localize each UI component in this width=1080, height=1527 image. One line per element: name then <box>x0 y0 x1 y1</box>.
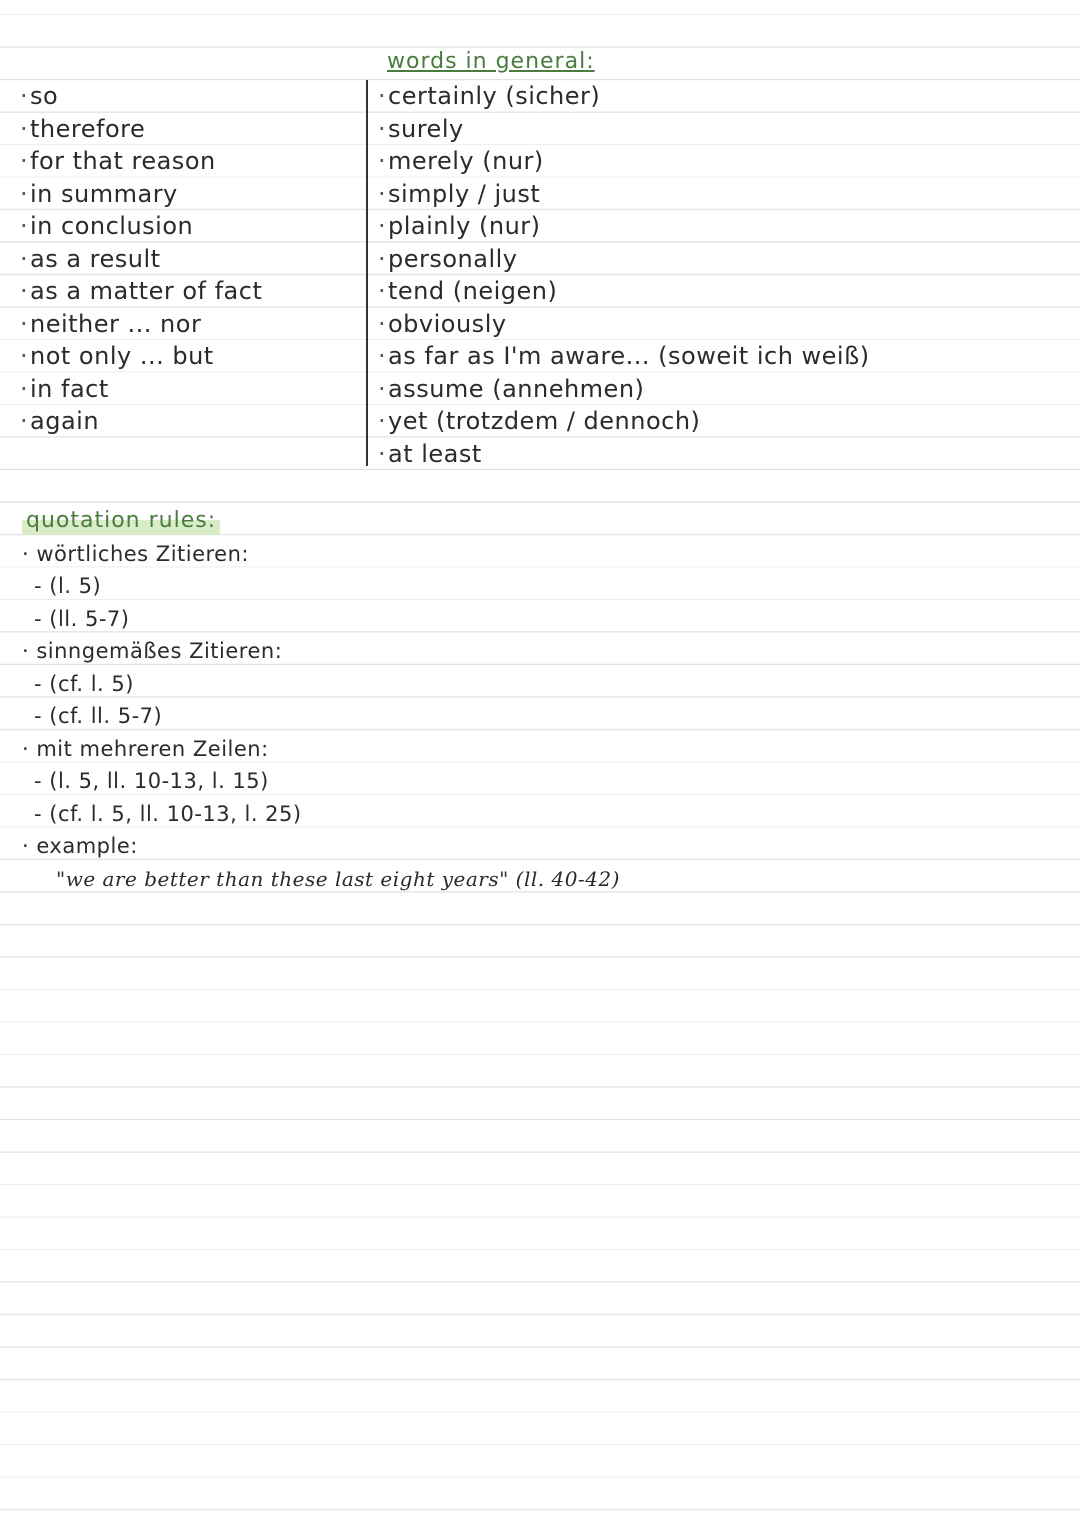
list-item: ·surely <box>378 113 1068 146</box>
bullet-icon: · <box>20 374 29 403</box>
list-item: ·obviously <box>378 308 1068 341</box>
bullet-icon: · <box>20 212 29 240</box>
list-item: ·at least <box>378 438 1068 471</box>
list-item: ·in summary <box>20 178 350 211</box>
list-item: ·simply / just <box>378 178 1068 211</box>
bullet-icon: · <box>20 342 29 370</box>
list-item: ·yet (trotzdem / dennoch) <box>378 405 1068 438</box>
bullet-icon: · <box>378 374 387 403</box>
list-item: ·so <box>20 80 350 113</box>
bullet-icon: · <box>378 277 387 305</box>
list-item: ·neither ... nor <box>20 308 350 341</box>
example-quote: "we are better than these last eight years" (ll. 40-42) <box>56 866 620 891</box>
rule-example: - (cf. l. 5) <box>34 671 134 696</box>
bullet-icon: · <box>378 342 387 370</box>
words-in-general-column <box>378 80 1068 470</box>
rule-label: · sinngemäßes Zitieren: <box>22 639 283 663</box>
bullet-icon: · <box>378 309 387 338</box>
list-item: ·as far as I'm aware... (soweit ich weiß) <box>378 340 1068 373</box>
words-in-general-heading: words in general: <box>387 49 595 74</box>
list-item: ·in fact <box>20 373 350 406</box>
bullet-icon: · <box>20 114 29 143</box>
list-item: ·as a result <box>20 243 350 276</box>
bullet-icon: · <box>20 147 29 175</box>
bullet-icon: · <box>378 212 387 240</box>
list-item: ·assume (annehmen) <box>378 373 1068 406</box>
quotation-rules-section <box>22 505 1062 895</box>
list-item: ·personally <box>378 243 1068 276</box>
rule-example: - (l. 5, ll. 10-13, l. 15) <box>34 769 269 793</box>
list-item: ·not only ... but <box>20 340 350 373</box>
connectives-column <box>20 80 350 438</box>
bullet-icon: · <box>20 277 29 305</box>
list-item: ·in conclusion <box>20 210 350 243</box>
bullet-icon: · <box>378 439 387 468</box>
column-divider <box>366 80 368 466</box>
rule-example: - (ll. 5-7) <box>34 606 130 631</box>
rule-example: - (cf. l. 5, ll. 10-13, l. 25) <box>34 801 302 826</box>
quotation-rules-heading: quotation rules: <box>22 505 220 538</box>
list-item: ·as a matter of fact <box>20 275 350 308</box>
list-item: ·tend (neigen) <box>378 275 1068 308</box>
bullet-icon: · <box>378 114 387 143</box>
list-item: ·merely (nur) <box>378 145 1068 178</box>
list-item: ·certainly (sicher) <box>378 80 1068 113</box>
rule-example: - (cf. ll. 5-7) <box>34 704 163 728</box>
bullet-icon: · <box>378 179 387 208</box>
rule-label: · wörtliches Zitieren: <box>22 541 249 566</box>
bullet-icon: · <box>20 244 29 273</box>
bullet-icon: · <box>20 82 29 110</box>
bullet-icon: · <box>20 179 29 208</box>
list-item: ·plainly (nur) <box>378 210 1068 243</box>
bullet-icon: · <box>378 244 387 273</box>
bullet-icon: · <box>20 309 29 338</box>
bullet-icon: · <box>378 407 387 435</box>
rule-example: - (l. 5) <box>34 574 102 598</box>
rule-label: · example: <box>22 834 138 858</box>
rule-label: · mit mehreren Zeilen: <box>22 736 269 761</box>
list-item: ·therefore <box>20 113 350 146</box>
list-item: ·for that reason <box>20 145 350 178</box>
bullet-icon: · <box>20 407 29 435</box>
bullet-icon: · <box>378 147 387 175</box>
bullet-icon: · <box>378 82 387 110</box>
list-item: ·again <box>20 405 350 438</box>
